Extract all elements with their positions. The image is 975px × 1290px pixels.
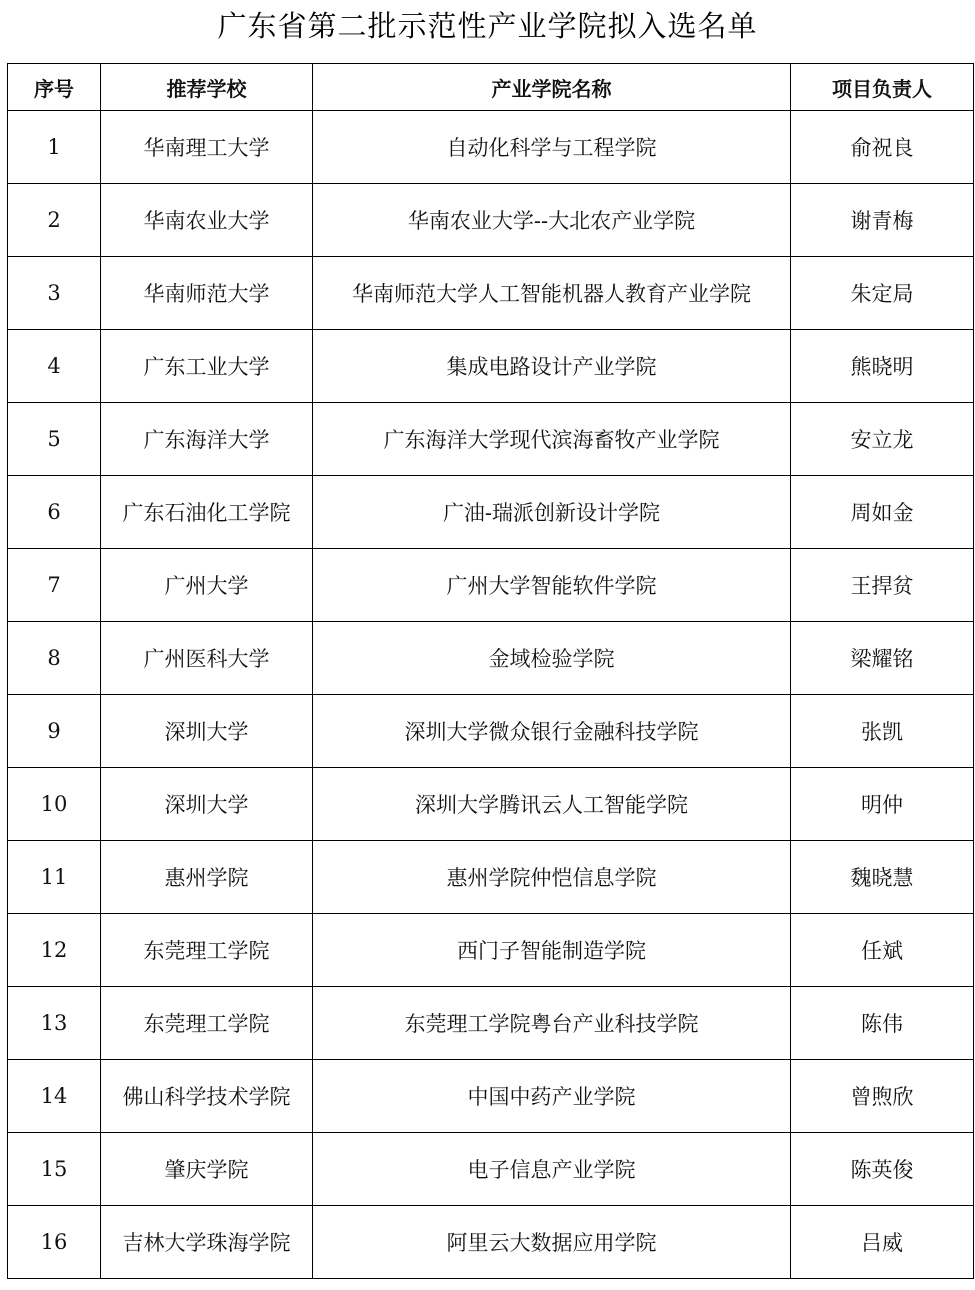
college-name: 广州大学智能软件学院 (313, 549, 791, 622)
school-name: 深圳大学 (101, 768, 313, 841)
college-name: 中国中药产业学院 (313, 1060, 791, 1133)
project-leader: 俞祝良 (791, 111, 974, 184)
college-name: 深圳大学微众银行金融科技学院 (313, 695, 791, 768)
row-number: 10 (8, 768, 101, 841)
college-name: 金域检验学院 (313, 622, 791, 695)
school-name: 吉林大学珠海学院 (101, 1206, 313, 1279)
school-name: 东莞理工学院 (101, 914, 313, 987)
table-row (8, 768, 974, 841)
college-name: 华南农业大学--大北农产业学院 (313, 184, 791, 257)
college-name: 广东海洋大学现代滨海畜牧产业学院 (313, 403, 791, 476)
table-row (8, 1133, 974, 1206)
header-project-leader: 项目负责人 (791, 64, 974, 111)
table-row (8, 257, 974, 330)
row-number: 7 (8, 549, 101, 622)
table-row (8, 403, 974, 476)
project-leader: 魏晓慧 (791, 841, 974, 914)
table-header-row (8, 64, 974, 111)
college-name: 集成电路设计产业学院 (313, 330, 791, 403)
table-row (8, 914, 974, 987)
project-leader: 熊晓明 (791, 330, 974, 403)
project-leader: 安立龙 (791, 403, 974, 476)
header-college-name: 产业学院名称 (313, 64, 791, 111)
school-name: 广东海洋大学 (101, 403, 313, 476)
table-row (8, 841, 974, 914)
project-leader: 梁耀铭 (791, 622, 974, 695)
school-name: 东莞理工学院 (101, 987, 313, 1060)
row-number: 13 (8, 987, 101, 1060)
school-name: 华南师范大学 (101, 257, 313, 330)
table-row (8, 622, 974, 695)
project-leader: 曾煦欣 (791, 1060, 974, 1133)
school-name: 华南农业大学 (101, 184, 313, 257)
project-leader: 明仲 (791, 768, 974, 841)
selection-list-table (7, 63, 974, 1279)
school-name: 惠州学院 (101, 841, 313, 914)
row-number: 3 (8, 257, 101, 330)
table-row (8, 476, 974, 549)
document-title: 广东省第二批示范性产业学院拟入选名单 (217, 9, 758, 43)
school-name: 广东石油化工学院 (101, 476, 313, 549)
row-number: 8 (8, 622, 101, 695)
header-school: 推荐学校 (101, 64, 313, 111)
row-number: 2 (8, 184, 101, 257)
college-name: 深圳大学腾讯云人工智能学院 (313, 768, 791, 841)
table-row (8, 549, 974, 622)
table-row (8, 111, 974, 184)
project-leader: 朱定局 (791, 257, 974, 330)
college-name: 阿里云大数据应用学院 (313, 1206, 791, 1279)
project-leader: 周如金 (791, 476, 974, 549)
row-number: 15 (8, 1133, 101, 1206)
row-number: 14 (8, 1060, 101, 1133)
row-number: 11 (8, 841, 101, 914)
school-name: 深圳大学 (101, 695, 313, 768)
school-name: 广州医科大学 (101, 622, 313, 695)
row-number: 5 (8, 403, 101, 476)
project-leader: 谢青梅 (791, 184, 974, 257)
college-name: 惠州学院仲恺信息学院 (313, 841, 791, 914)
row-number: 12 (8, 914, 101, 987)
college-name: 电子信息产业学院 (313, 1133, 791, 1206)
row-number: 4 (8, 330, 101, 403)
project-leader: 王捍贫 (791, 549, 974, 622)
project-leader: 任斌 (791, 914, 974, 987)
table-row (8, 695, 974, 768)
project-leader: 陈英俊 (791, 1133, 974, 1206)
table-row (8, 987, 974, 1060)
row-number: 9 (8, 695, 101, 768)
school-name: 肇庆学院 (101, 1133, 313, 1206)
row-number: 16 (8, 1206, 101, 1279)
college-name: 东莞理工学院粤台产业科技学院 (313, 987, 791, 1060)
college-name: 广油-瑞派创新设计学院 (313, 476, 791, 549)
table-row (8, 1060, 974, 1133)
college-name: 自动化科学与工程学院 (313, 111, 791, 184)
table-row (8, 1206, 974, 1279)
school-name: 广东工业大学 (101, 330, 313, 403)
table-row (8, 184, 974, 257)
table-row (8, 330, 974, 403)
header-number: 序号 (8, 64, 101, 111)
project-leader: 陈伟 (791, 987, 974, 1060)
school-name: 佛山科学技术学院 (101, 1060, 313, 1133)
college-name: 西门子智能制造学院 (313, 914, 791, 987)
college-name: 华南师范大学人工智能机器人教育产业学院 (313, 257, 791, 330)
school-name: 广州大学 (101, 549, 313, 622)
project-leader: 吕威 (791, 1206, 974, 1279)
row-number: 6 (8, 476, 101, 549)
row-number: 1 (8, 111, 101, 184)
school-name: 华南理工大学 (101, 111, 313, 184)
project-leader: 张凯 (791, 695, 974, 768)
